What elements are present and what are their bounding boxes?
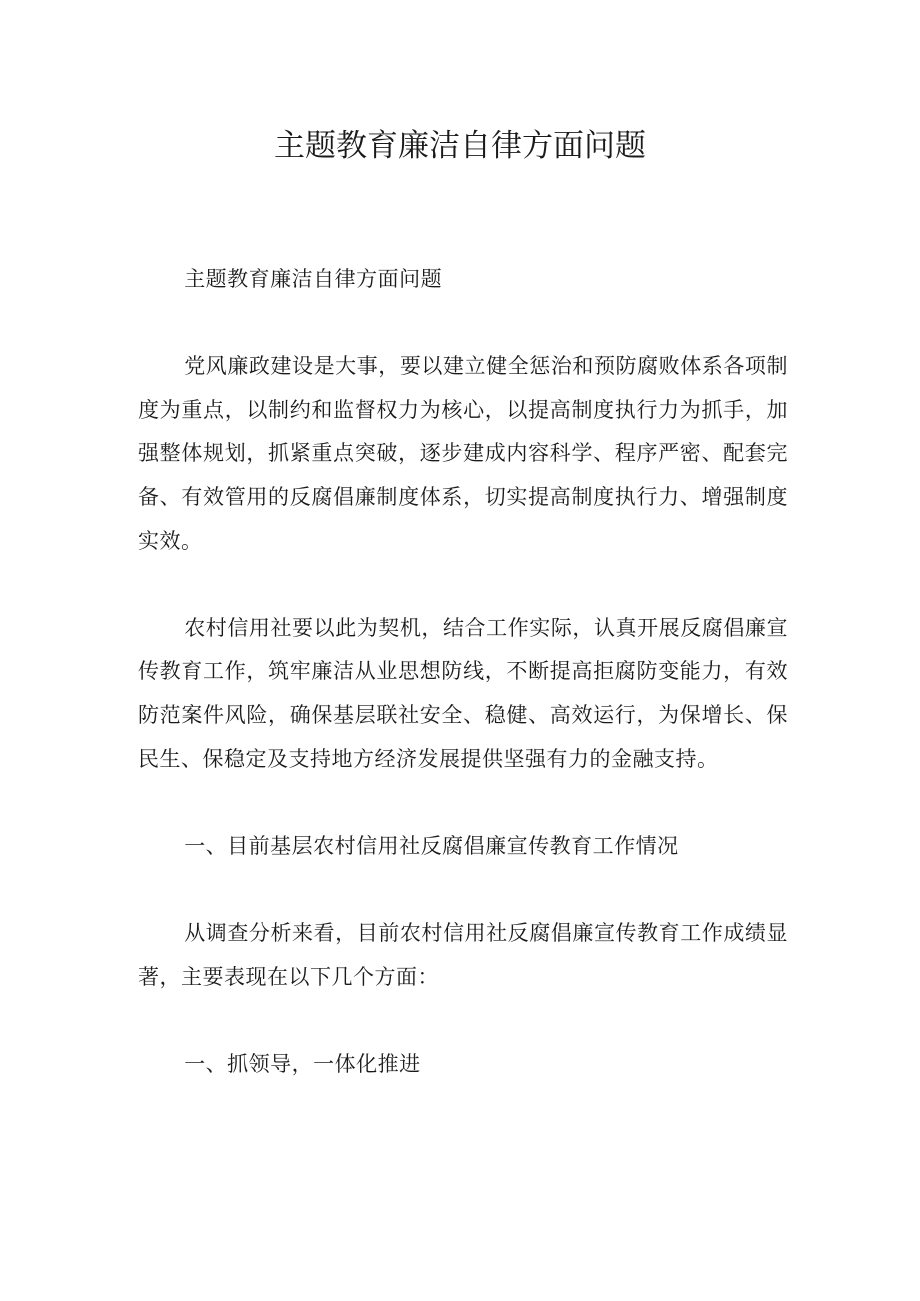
paragraph-survey-analysis: 从调查分析来看，目前农村信用社反腐倡廉宣传教育工作成绩显著，主要表现在以下几个方面：	[138, 920, 788, 989]
document-title: 主题教育廉洁自律方面问题	[274, 128, 646, 164]
section-heading-leadership: 一、抓领导，一体化推进	[184, 1051, 421, 1076]
paragraph-subtitle: 主题教育廉洁自律方面问题	[184, 267, 443, 291]
paragraph-gap	[138, 781, 788, 825]
paragraph-gap	[138, 999, 788, 1043]
paragraph-party-conduct: 党风廉政建设是大事，要以建立健全惩治和预防腐败体系各项制度为重点，以制约和监督权力为核心，以提高制度执行力为抓手，加强整体规划，抓紧重点突破，逐步建成内容科学、程序严密、配套完备、有效管用的反腐倡廉制度体系，切实提高制度执行力、增强制度实效。	[138, 354, 788, 553]
section-heading-current-situation: 一、目前基层农村信用社反腐倡廉宣传教育工作情况	[184, 833, 679, 858]
paragraph-gap	[138, 868, 788, 912]
paragraph-rural-credit: 农村信用社要以此为契机，结合工作实际，认真开展反腐倡廉宣传教育工作，筑牢廉洁从业思想防线，不断提高拒腐防变能力，有效防范案件风险，确保基层联社安全、稳健、高效运行，为保增长、保民生、保稳定及支持地方经济发展提供坚强有力的金融支持。	[138, 615, 788, 771]
paragraph-gap	[138, 302, 788, 346]
document-body	[138, 258, 788, 1086]
paragraph-gap	[138, 563, 788, 607]
